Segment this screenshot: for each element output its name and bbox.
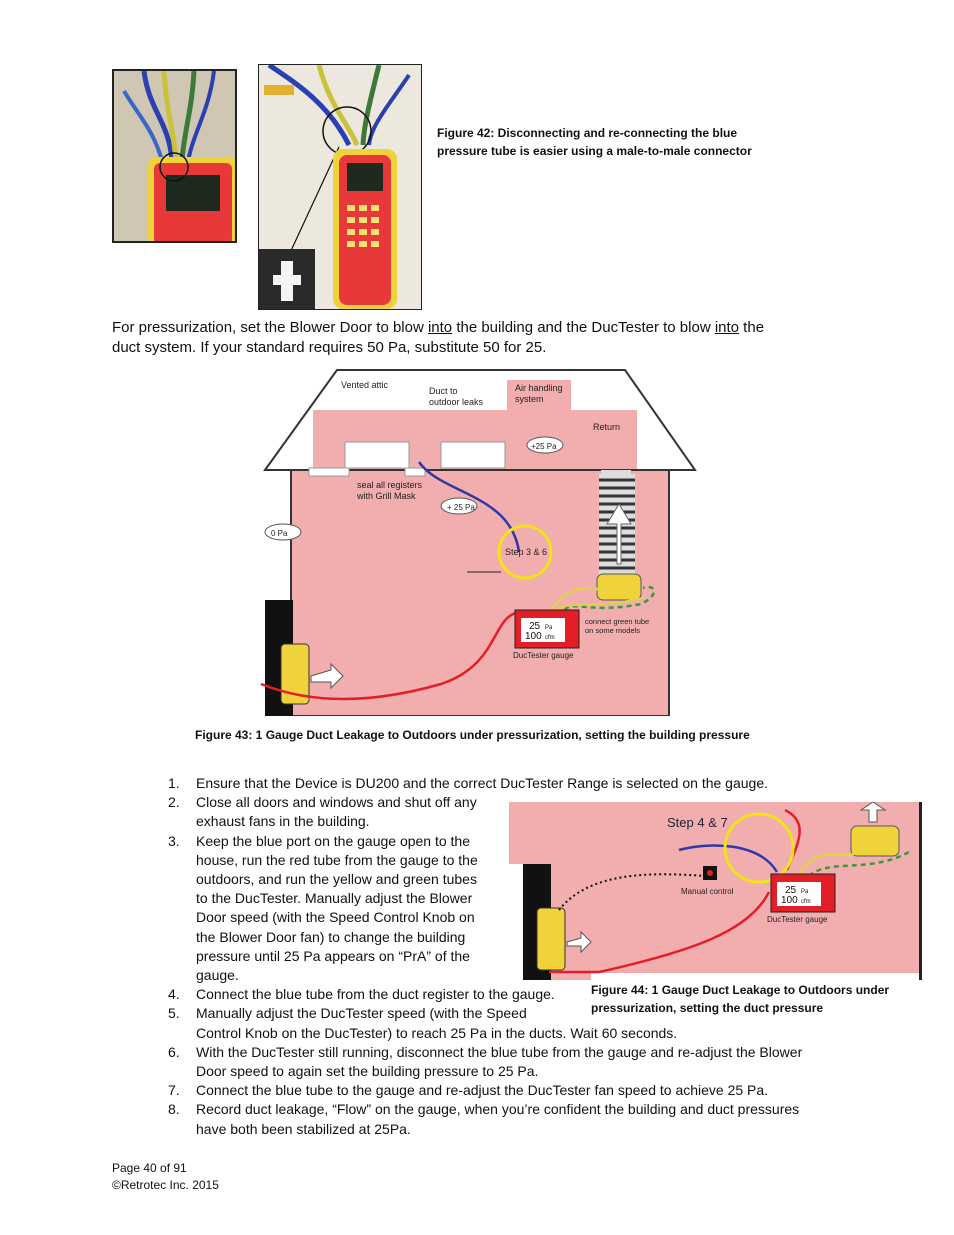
label-plus25-mid: + 25 Pa: [447, 503, 475, 512]
figure-43-diagram: [251, 364, 703, 716]
list-item-text: With the DucTester still running, disconnect the blue tube from the gauge and re-adjust the Blower: [196, 1043, 803, 1060]
label-manual-control: Manual control: [681, 887, 734, 896]
label-step: Step 3 & 6: [505, 547, 548, 557]
caption-line: pressurization, setting the duct pressure: [591, 1001, 824, 1015]
page-number: Page 40 of 91: [112, 1161, 187, 1175]
list-item-number: 4.: [168, 986, 180, 1003]
gauge-pa-value: 25: [785, 885, 797, 896]
gauge-pa-value: 25: [529, 621, 541, 632]
intro-line-2: duct system. If your standard requires 50 Pa, substitute 50 for 25.: [112, 339, 547, 356]
label-green-tube-1: connect green tube: [585, 617, 650, 626]
intro-paragraph: [112, 318, 832, 358]
label-vented-attic: Vented attic: [341, 380, 389, 390]
list-item-text: Keep the blue port on the gauge open to the: [196, 832, 471, 849]
gauge-pa-unit: Pa: [545, 625, 553, 631]
figure-43-caption: Figure 43: 1 Gauge Duct Leakage to Outdoors under pressurization, setting the building pressure: [195, 728, 750, 742]
list-item-text: outdoors, and run the yellow and green tubes: [196, 870, 477, 887]
list-item-number: 3.: [168, 832, 180, 849]
label-air-handling-1: Air handling: [515, 383, 563, 393]
label-return: Return: [593, 422, 621, 432]
label-gauge: DucTester gauge: [513, 651, 574, 660]
list-item-text: house, run the red tube from the gauge to the: [196, 851, 478, 868]
label-zero-pa: 0 Pa: [271, 529, 288, 538]
figure-44-diagram: [509, 802, 954, 980]
caption-line: Figure 42: Disconnecting and re-connecting the blue: [437, 126, 738, 140]
list-item-text: Record duct leakage, “Flow” on the gauge, when you’re confident the building and duct pressures: [196, 1101, 800, 1118]
list-item-text: Door speed to again set the building pressure to 25 Pa.: [196, 1062, 539, 1079]
intro-text: the building and the DucTester to blow: [452, 319, 715, 336]
gauge-pa-unit: Pa: [801, 889, 809, 895]
label-green-tube-2: on some models: [585, 626, 641, 635]
gauge-cfm-unit: cfm: [545, 635, 555, 641]
list-item-number: 6.: [168, 1043, 180, 1060]
gauge-photo-left: [112, 69, 237, 243]
label-duct-outdoor-2: outdoor leaks: [429, 397, 484, 407]
label-duct-outdoor-1: Duct to: [429, 386, 458, 396]
label-seal-1: seal all registers: [357, 480, 423, 490]
list-item-text: Connect the blue tube to the gauge and re-adjust the DucTester fan speed to achieve 25 Pa.: [196, 1082, 769, 1099]
figure-44-caption: [591, 981, 921, 1017]
list-item-number: 8.: [168, 1101, 180, 1118]
intro-line-1: [112, 318, 832, 338]
list-item-number: 1.: [168, 775, 180, 791]
figure-42-caption: [437, 124, 777, 160]
label-seal-2: with Grill Mask: [357, 491, 416, 501]
list-item-number: 2.: [168, 794, 180, 811]
gauge-cfm-unit: cfm: [801, 899, 811, 905]
list-item-text: Control Knob on the DucTester) to reach 25 Pa in the ducts. Wait 60 seconds.: [196, 1024, 678, 1041]
intro-emphasis: into: [427, 319, 453, 336]
intro-emphasis: into: [714, 319, 740, 336]
list-item-text: Ensure that the Device is DU200 and the correct DucTester Range is selected on the gauge.: [196, 775, 768, 791]
label-air-handling-2: system: [515, 394, 544, 404]
gauge-cfm-value: 100: [781, 895, 798, 906]
intro-text: the: [739, 319, 765, 336]
list-item-number: 7.: [168, 1082, 180, 1099]
page-footer: [112, 1160, 219, 1194]
gauge-cfm-value: 100: [525, 631, 542, 642]
label-step-44: Step 4 & 7: [667, 815, 728, 830]
gauge-photo-right: [258, 64, 422, 310]
list-item-text: to the DucTester. Manually adjust the Blower: [196, 890, 473, 907]
caption-line: Figure 44: 1 Gauge Duct Leakage to Outdoors under: [591, 983, 890, 997]
list-item-number: 5.: [168, 1005, 180, 1022]
list-item-text: pressure until 25 Pa appears on “PrA” of the: [196, 947, 470, 964]
list-item-text: Close all doors and windows and shut off any: [196, 794, 477, 811]
label-plus25-top: +25 Pa: [531, 442, 557, 451]
list-item-text: Door speed (with the Speed Control Knob on: [196, 909, 475, 926]
copyright: ©Retrotec Inc. 2015: [112, 1178, 219, 1192]
label-gauge-44: DucTester gauge: [767, 915, 828, 924]
list-item-text: have both been stabilized at 25Pa.: [196, 1120, 411, 1137]
caption-line: pressure tube is easier using a male-to-male connector: [437, 144, 752, 158]
list-item-text: gauge.: [196, 966, 239, 983]
list-item-text: Connect the blue tube from the duct register to the gauge.: [196, 986, 555, 1003]
list-item-text: the Blower Door fan) to change the building: [196, 928, 466, 945]
list-item-text: exhaust fans in the building.: [196, 813, 370, 830]
intro-text: For pressurization, set the Blower Door to blow: [112, 319, 428, 336]
list-item-text: Manually adjust the DucTester speed (with the Speed: [196, 1005, 527, 1022]
